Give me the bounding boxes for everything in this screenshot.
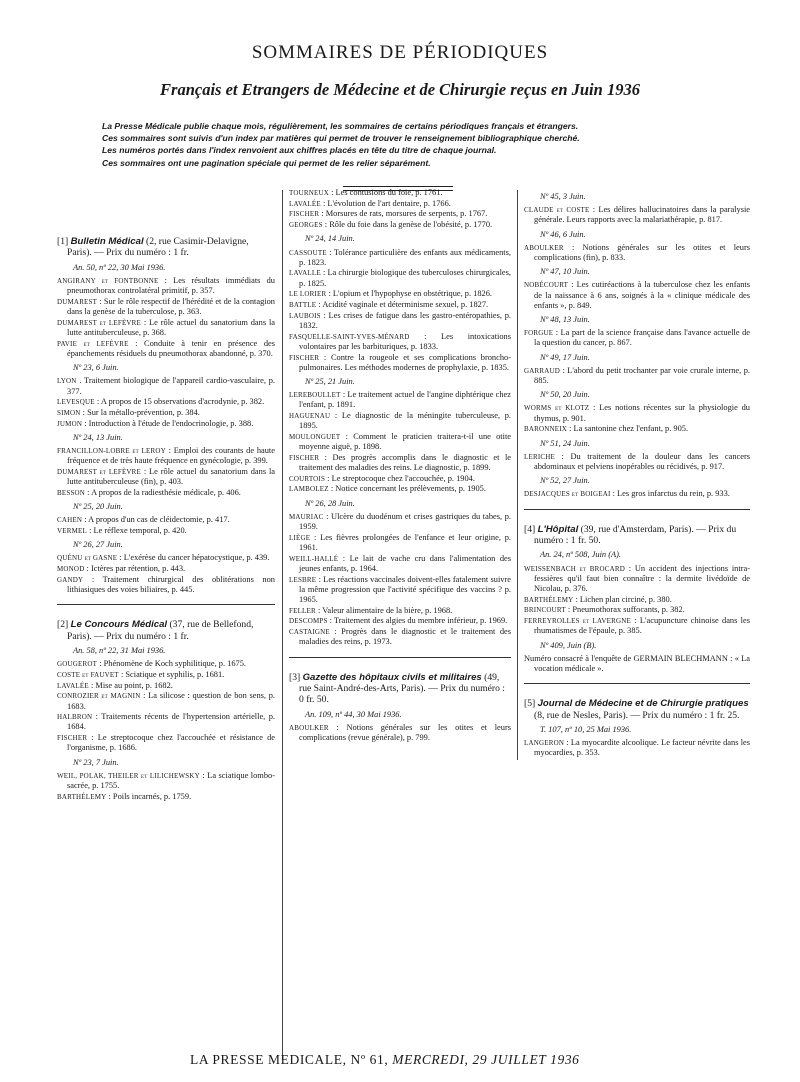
article-title: : La part de la science française dans l'avance actuelle de la question du cancer, p. 867. bbox=[534, 328, 750, 348]
journal-info: (49, rue Saint-André-des-Arts, Paris). — Prix du numéro : 0 fr. 50. bbox=[299, 671, 505, 706]
article-author: DUMAREST et LEFÈVRE bbox=[57, 467, 142, 476]
article-title: : L'acupuncture chinoise dans les rhumatismes de l'épaule, p. 385. bbox=[534, 616, 750, 636]
article-entry bbox=[57, 376, 275, 396]
article-entry bbox=[57, 681, 275, 691]
article-author: NOBÉCOURT bbox=[524, 281, 569, 290]
article-author: LANGERON bbox=[524, 739, 565, 748]
article-author: CASSOUTE bbox=[289, 248, 327, 257]
article-author: TOURNEUX bbox=[289, 189, 329, 197]
intro-line: Les numéros portés dans l'index renvoient aux chiffres placés en tête du titre de chaque journal. bbox=[102, 145, 497, 156]
article-author: VERMEL bbox=[57, 526, 87, 535]
article-author: BARTHÉLEMY bbox=[524, 595, 574, 604]
article-title: : Traitement chirurgical des oblitérations non lithiasiques des voies biliaires, p. 445. bbox=[67, 574, 275, 594]
article-entry bbox=[524, 616, 750, 636]
article-title: : Les réactions vaccinales doivent-elles fatalement suivre la même progression que l'activité spécifique des vaccins ? p. 1965. bbox=[299, 574, 511, 605]
column-right bbox=[524, 188, 750, 759]
intro-line: Ces sommaires sont suivis d'un index par matières qui permet de trouver le renseignement bibliographique cherché. bbox=[102, 133, 580, 144]
article-author: LESBRE bbox=[289, 575, 317, 584]
column-separator bbox=[517, 190, 518, 760]
article-title: : Un accident des injections intra-fessières qu'il faut bien connaître : la dermite livédoïde de Nicolau, p. 376. bbox=[534, 563, 750, 593]
article-title: : Les résultats immédiats du pneumothorax controlatéral primitif, p. 357. bbox=[67, 276, 275, 296]
article-author: LAVALLE bbox=[289, 269, 321, 278]
column-middle bbox=[289, 188, 511, 744]
issue-label: Nº 24, 14 Juin. bbox=[305, 234, 355, 244]
journal-number: [1] bbox=[57, 236, 69, 247]
article-entry bbox=[57, 318, 275, 338]
article-author: FISCHER bbox=[57, 734, 88, 743]
article-author: BARONNEIX bbox=[524, 425, 568, 434]
article-entry bbox=[289, 512, 511, 532]
section-rule bbox=[57, 604, 275, 605]
article-author: MONOD bbox=[57, 565, 85, 574]
article-author: DESJACQUES et BOIGEAI bbox=[524, 490, 611, 499]
article-title: : La santonine chez l'enfant, p. 905. bbox=[567, 424, 689, 434]
journal-number: [3] bbox=[289, 671, 301, 683]
article-title: : Ulcère du duodénum et crises gastriques du tabes, p. 1959. bbox=[299, 511, 511, 532]
journal-name: Le Concours Médical bbox=[70, 619, 168, 631]
article-title: : Morsures de rats, morsures de serpents, p. 1767. bbox=[319, 209, 488, 219]
article-entry bbox=[57, 408, 275, 418]
article-title: : A propos d'un cas de cléidectomie, p. 417. bbox=[82, 515, 230, 525]
article-entry bbox=[289, 575, 511, 606]
article-author: GEORGES bbox=[289, 221, 323, 230]
article-author: CLAUDE et COSTE bbox=[524, 206, 590, 215]
issue-label: An. 109, nº 44, 30 Mai 1936. bbox=[305, 709, 402, 719]
article-entry bbox=[289, 474, 511, 484]
footer-date: MERCREDI, 29 JUILLET 1936 bbox=[392, 1052, 580, 1067]
issue-label: An. 24, nº 508, Juin (A). bbox=[540, 550, 621, 560]
article-author: DUMAREST bbox=[57, 297, 98, 306]
article-title: : Les intoxications volontaires par les barbituriques, p. 1833. bbox=[299, 331, 511, 351]
article-author: LAUBOIS bbox=[289, 311, 321, 320]
article-author: ABOULKER bbox=[289, 723, 329, 732]
article-entry bbox=[524, 328, 750, 348]
article-author: FISCHER bbox=[289, 353, 320, 362]
article-entry bbox=[524, 403, 750, 423]
article-title: : Acidité vaginale et déterminisme sexuel, p. 1827. bbox=[316, 300, 489, 310]
article-author: COURTOIS bbox=[289, 474, 326, 483]
article-entry bbox=[289, 616, 511, 626]
article-author: LAVALÉE bbox=[57, 681, 89, 690]
article-entry bbox=[524, 243, 750, 263]
article-title: : Introduction à l'étude de l'endocrinologie, p. 388. bbox=[82, 418, 254, 428]
article-title: : Progrès dans le diagnostic et le traitement des maladies des reins, p. 1973. bbox=[299, 627, 511, 647]
article-author: DUMAREST et LEFÈVRE bbox=[57, 318, 142, 327]
article-title: : Les notions récentes sur la physiologie du thymus, p. 901. bbox=[534, 403, 750, 423]
journal-number: [5] bbox=[524, 698, 536, 710]
journal-header bbox=[289, 672, 511, 706]
article-title: : Rôle du foie dans la genèse de l'obésité, p. 1770. bbox=[322, 220, 493, 230]
article-author: BATTLE bbox=[289, 301, 317, 310]
article-title: : La chirurgie biologique des tuberculoses chirurgicales, p. 1825. bbox=[299, 268, 511, 288]
article-title: : Notions générales sur les otites et leurs complications (fin), p. 833. bbox=[534, 242, 750, 263]
article-entry bbox=[57, 553, 275, 563]
section-rule bbox=[289, 657, 511, 658]
article-entry bbox=[289, 723, 511, 743]
issue-label: Nº 47, 10 Juin. bbox=[540, 267, 590, 277]
article-title: : La silicose : question de bon sens, p. 1683. bbox=[67, 691, 275, 711]
article-author: WEILL-HALLÉ bbox=[289, 554, 339, 563]
journal-info: (2, rue Casimir-Delavigne, Paris). — Prix du numéro : 1 fr. bbox=[67, 236, 249, 259]
article-author: CONROZIER et MAGNIN bbox=[57, 692, 141, 701]
article-entry bbox=[57, 792, 275, 802]
article-entry bbox=[57, 419, 275, 429]
article-title: : Les gros infarctus du rein, p. 933. bbox=[610, 489, 730, 499]
journal-name: Bulletin Médical bbox=[70, 236, 144, 247]
article-author: WORMS et KLOTZ bbox=[524, 404, 590, 413]
article-entry bbox=[524, 605, 750, 615]
article-title: : Lichen plan circiné, p. 380. bbox=[573, 594, 672, 604]
article-author: FASQUELLE-SAINT-YVES-MÉNARD bbox=[289, 332, 410, 341]
journal-number: [4] bbox=[524, 523, 536, 535]
article-title: : Sur le rôle respectif de l'hérédité et de la contagion dans la genèse de la tuberculose, p. 363. bbox=[67, 296, 275, 317]
article-title: : L'abord du petit trochanter par voie crurale interne, p. 885. bbox=[534, 365, 750, 386]
article-author: JUMON bbox=[57, 419, 83, 428]
issue-label: Nº 26, 27 Juin. bbox=[73, 540, 123, 550]
article-author: COSTE et FAUVET bbox=[57, 670, 119, 679]
article-entry bbox=[524, 424, 750, 434]
article-entry bbox=[524, 654, 750, 674]
article-entry bbox=[289, 411, 511, 431]
issue-label: Nº 25, 21 Juin. bbox=[305, 376, 355, 386]
issue-label: Nº 25, 20 Juin. bbox=[73, 502, 123, 512]
article-author: GOUGEROT bbox=[57, 660, 98, 669]
intro-line: Ces sommaires ont une pagination spéciale qui permet de les relier séparément. bbox=[102, 157, 431, 168]
article-entry bbox=[57, 297, 275, 317]
article-author: GARRAUD bbox=[524, 366, 561, 375]
article-entry bbox=[289, 220, 511, 230]
article-author: CAHEN bbox=[57, 516, 83, 525]
journal-header bbox=[57, 236, 275, 259]
journal-header bbox=[524, 698, 750, 721]
page-footer bbox=[190, 1052, 610, 1068]
journal-number: [2] bbox=[57, 619, 69, 631]
section-rule bbox=[524, 683, 750, 684]
journal-info: (8, rue de Nesles, Paris). — Prix du numéro : 1 fr. 25. bbox=[534, 709, 740, 721]
article-title: : Valeur alimentaire de la bière, p. 1968. bbox=[315, 605, 453, 615]
article-title: . Traitement biologique de l'appareil cardio-vasculaire, p. 377. bbox=[67, 376, 275, 396]
article-entry bbox=[289, 199, 511, 209]
article-author: FORGUE bbox=[524, 329, 554, 338]
intro-notice bbox=[102, 120, 702, 169]
article-title: : Sur la métallo-prévention, p. 384. bbox=[80, 407, 200, 417]
article-entry bbox=[524, 564, 750, 595]
article-entry bbox=[289, 353, 511, 373]
article-entry bbox=[289, 606, 511, 616]
article-title: : Sciatique et syphilis, p. 1681. bbox=[118, 669, 225, 679]
page-subtitle: Français et Etrangers de Médecine et de Chirurgie reçus en Juin 1936 bbox=[160, 80, 640, 99]
journal-name: Journal de Médecine et de Chirurgie pratiques bbox=[537, 698, 749, 710]
article-author: LYON bbox=[57, 377, 77, 386]
article-author: ABOULKER bbox=[524, 243, 564, 252]
article-author: PAVIE et LEFÈVRE bbox=[57, 339, 129, 348]
article-author: LAVALÉE bbox=[289, 199, 321, 208]
column-left bbox=[57, 236, 275, 802]
article-title: : Comment le praticien traitera-t-il une otite moyenne aiguë, p. 1898. bbox=[299, 431, 511, 452]
article-title: : L'opium et l'hypophyse en obstétrique, p. 1826. bbox=[326, 289, 493, 299]
issue-label: Nº 46, 6 Juin. bbox=[540, 229, 586, 239]
article-entry bbox=[57, 339, 275, 359]
article-entry bbox=[524, 738, 750, 758]
issue-label: Nº 51, 24 Juin. bbox=[540, 438, 590, 448]
article-title: : L'évolution de l'art dentaire, p. 1766. bbox=[320, 198, 451, 208]
issue-label: Nº 48, 13 Juin. bbox=[540, 315, 590, 325]
article-author: HALBRON bbox=[57, 713, 93, 722]
article-entry bbox=[289, 268, 511, 288]
article-title: : A propos de 15 observations d'acrodynie, p. 382. bbox=[94, 397, 265, 407]
section-rule bbox=[524, 509, 750, 510]
article-author: SIMON bbox=[57, 408, 81, 417]
article-entry bbox=[57, 659, 275, 669]
article-title: : Traitements récents de l'hypertension artérielle, p. 1684. bbox=[67, 712, 275, 732]
article-entry bbox=[57, 733, 275, 753]
article-entry bbox=[289, 453, 511, 473]
article-title: : Ictères par rétention, p. 443. bbox=[84, 564, 186, 574]
article-title: : Traitement des algies du membre inférieur, p. 1969. bbox=[327, 616, 508, 626]
article-entry bbox=[57, 515, 275, 525]
article-title: : L'exérèse du cancer hépatocystique, p. 439. bbox=[117, 553, 270, 563]
article-entry bbox=[289, 390, 511, 410]
article-author: LIÈGE bbox=[289, 533, 311, 542]
divider-rule bbox=[343, 186, 453, 187]
issue-label: Nº 23, 7 Juin. bbox=[73, 757, 119, 767]
article-author: BRINCOURT bbox=[524, 606, 566, 615]
article-entry bbox=[57, 446, 275, 466]
issue-label: An. 58, nº 22, 31 Mai 1936. bbox=[73, 646, 166, 656]
article-author: FRANCILLON-LOBRE et LEROY bbox=[57, 447, 166, 456]
article-author: FELLER bbox=[289, 606, 316, 615]
article-entry bbox=[524, 452, 750, 472]
issue-label: Nº 23, 6 Juin. bbox=[73, 363, 119, 373]
article-entry bbox=[57, 488, 275, 498]
article-title: : Le diagnostic de la méningite tuberculeuse, p. 1895. bbox=[299, 411, 511, 431]
article-author: BESSON bbox=[57, 488, 86, 497]
column-separator bbox=[282, 190, 283, 1060]
article-author: FERREYROLLES et LAVERGNE bbox=[524, 617, 631, 626]
article-entry bbox=[524, 205, 750, 225]
article-author: WEISSENBACH et BROCARD bbox=[524, 564, 625, 573]
issue-label: Nº 24, 13 Juin. bbox=[73, 432, 123, 442]
article-entry bbox=[57, 397, 275, 407]
article-title: : A propos de la radiesthésie médicale, p. 406. bbox=[85, 487, 241, 497]
article-author: LEVESQUE bbox=[57, 398, 95, 407]
article-author: LEREBOULLET bbox=[289, 391, 341, 400]
article-entry bbox=[57, 575, 275, 595]
issue-label: Nº 45, 3 Juin. bbox=[540, 192, 586, 201]
article-title: : Emploi des courants de haute fréquence et de très haute fréquence en gynécologie, p. 399. bbox=[67, 446, 275, 466]
article-title: : Tolérance particulière des enfants aux médicaments, p. 1823. bbox=[299, 247, 511, 267]
article-title: : Mise au point, p. 1682. bbox=[88, 680, 173, 690]
article-entry bbox=[57, 526, 275, 536]
issue-label: Nº 26, 28 Juin. bbox=[305, 498, 355, 508]
article-entry bbox=[289, 300, 511, 310]
article-title: : Le traitement actuel de l'angine diphtérique chez l'enfant, p. 1891. bbox=[299, 390, 511, 410]
article-entry bbox=[289, 627, 511, 647]
article-title: : Du traitement de la douleur dans les cancers abdominaux et pelviens inopérables ou récidivés, p. 917. bbox=[534, 451, 750, 471]
article-title: : Pneumothorax suffocants, p. 382. bbox=[565, 605, 685, 615]
article-author: FISCHER bbox=[289, 453, 320, 462]
article-entry bbox=[524, 280, 750, 311]
article-author: BARTHÉLEMY bbox=[57, 792, 107, 801]
article-title: : Le rôle actuel du sanatorium dans la lutte antituberculeuse (fin), p. 403. bbox=[67, 466, 275, 487]
article-entry bbox=[57, 771, 275, 791]
article-title: Numéro consacré à l'enquête de GERMAIN BLECHMANN : « La vocation médicale ». bbox=[524, 653, 750, 673]
article-author: MOULONGUET bbox=[289, 432, 341, 441]
article-entry bbox=[289, 484, 511, 494]
article-title: : Le réflexe temporal, p. 420. bbox=[86, 525, 187, 535]
journal-header bbox=[524, 524, 750, 547]
article-title: : Le rôle actuel du sanatorium dans la lutte antituberculeuse, p. 368. bbox=[67, 317, 275, 338]
article-entry bbox=[289, 533, 511, 553]
article-author: WEIL, POLAK, THEILER et LILICHEWSKY bbox=[57, 771, 200, 780]
article-entry bbox=[289, 209, 511, 219]
article-author: HAGUENAU bbox=[289, 412, 331, 421]
issue-label: T. 107, nº 10, 25 Mai 1936. bbox=[540, 724, 632, 734]
article-title: : Notions générales sur les otites et leurs complications (revue générale), p. 799. bbox=[299, 722, 511, 743]
issue-label: Nº 49, 17 Juin. bbox=[540, 352, 590, 362]
article-author: CASTAIGNE bbox=[289, 628, 330, 637]
article-entry bbox=[289, 188, 511, 198]
article-author: LERICHE bbox=[524, 452, 555, 461]
article-entry bbox=[289, 432, 511, 452]
article-entry bbox=[524, 489, 750, 499]
page-title: SOMMAIRES DE PÉRIODIQUES bbox=[251, 42, 549, 63]
journal-name: L'Hôpital bbox=[537, 523, 579, 535]
issue-label: Nº 52, 27 Juin. bbox=[540, 476, 590, 486]
article-author: QUÉNU et GASNE bbox=[57, 554, 118, 563]
intro-line: La Presse Médicale publie chaque mois, régulièrement, les sommaires de certains périodiques français et étrangers. bbox=[102, 121, 579, 131]
article-entry bbox=[57, 670, 275, 680]
article-title: : Le streptocoque chez l'accouchée et résistance de l'organisme, p. 1686. bbox=[67, 733, 275, 753]
footer-publication: LA PRESSE MEDICALE, Nº 61, bbox=[190, 1052, 393, 1067]
article-title: : La sciatique lombo-sacrée, p. 1755. bbox=[67, 770, 275, 790]
article-title: : Les délires hallucinatoires dans la paralysie générale. Leurs rapports avec la malariathérapie, p. 817. bbox=[534, 205, 750, 225]
article-title: : Phénomène de Koch syphilitique, p. 1675. bbox=[97, 659, 246, 669]
journal-info: (39, rue d'Amsterdam, Paris). — Prix du numéro : 1 fr. 50. bbox=[534, 523, 737, 546]
article-title: : Poils incarnés, p. 1759. bbox=[106, 791, 192, 801]
article-entry bbox=[289, 554, 511, 574]
article-author: MAURIAC bbox=[289, 512, 324, 521]
journal-info: (37, rue de Bellefond, Paris). — Prix du numéro : 1 fr. bbox=[67, 619, 254, 642]
article-author: FISCHER bbox=[289, 210, 320, 219]
article-title: : Notice concernant les prélèvements, p. 1905. bbox=[328, 484, 486, 494]
article-entry bbox=[289, 311, 511, 331]
article-title: : Les fièvres prolongées de l'enfance et leur origine, p. 1961. bbox=[299, 532, 511, 552]
article-title: : Contre la rougeole et ses complications broncho-pulmonaires. Les méthodes modernes de prophylaxie, p. 1835. bbox=[299, 352, 511, 372]
article-title: : Des progrès accomplis dans le diagnostic et le traitement des maladies des reins. Le diagnostic, p. 1899. bbox=[299, 452, 511, 473]
article-title: : La myocardite alcoolique. Le facteur névrite dans les myocardies, p. 353. bbox=[534, 738, 750, 758]
article-entry bbox=[57, 276, 275, 296]
article-entry bbox=[57, 712, 275, 732]
issue-label: An. 50, nº 22, 30 Mai 1936. bbox=[73, 262, 166, 272]
article-entry bbox=[524, 366, 750, 386]
article-title: : Le lait de vache cru dans l'alimentation des jeunes enfants, p. 1964. bbox=[299, 553, 511, 573]
article-title: : Les crises de fatigue dans les gastro-entéropathies, p. 1832. bbox=[299, 310, 511, 330]
article-author: DESCOMPS bbox=[289, 617, 328, 626]
issue-label: Nº 409, Juin (B). bbox=[540, 640, 597, 650]
article-entry bbox=[289, 289, 511, 299]
article-entry bbox=[289, 332, 511, 352]
article-title: : Les contusions du foie, p. 1761. bbox=[328, 188, 443, 197]
journal-name: Gazette des hôpitaux civils et militaires bbox=[302, 671, 482, 683]
article-author: LE LORIER bbox=[289, 290, 327, 299]
article-entry bbox=[57, 691, 275, 711]
article-title: : Le streptocoque chez l'accouchée, p. 1904. bbox=[325, 473, 475, 483]
article-entry bbox=[57, 467, 275, 487]
article-title: : Conduite à tenir en présence des épanchements résiduels du pneumothorax abandonné, p. 370. bbox=[67, 338, 275, 358]
article-author: GANDY bbox=[57, 575, 84, 584]
issue-label: Nº 50, 20 Juin. bbox=[540, 390, 590, 400]
article-entry bbox=[289, 248, 511, 268]
article-title: : Les cutiréactions à la tuberculose chez les enfants de la naissance à 6 ans, soignés à la « clinique médicale des enfants », p. 849. bbox=[534, 280, 750, 310]
journal-header bbox=[57, 619, 275, 642]
article-author: LAMBOLEZ bbox=[289, 485, 329, 494]
article-author: ANGIRANY et FONTBONNE bbox=[57, 277, 159, 286]
article-entry bbox=[524, 595, 750, 605]
article-entry bbox=[57, 564, 275, 574]
